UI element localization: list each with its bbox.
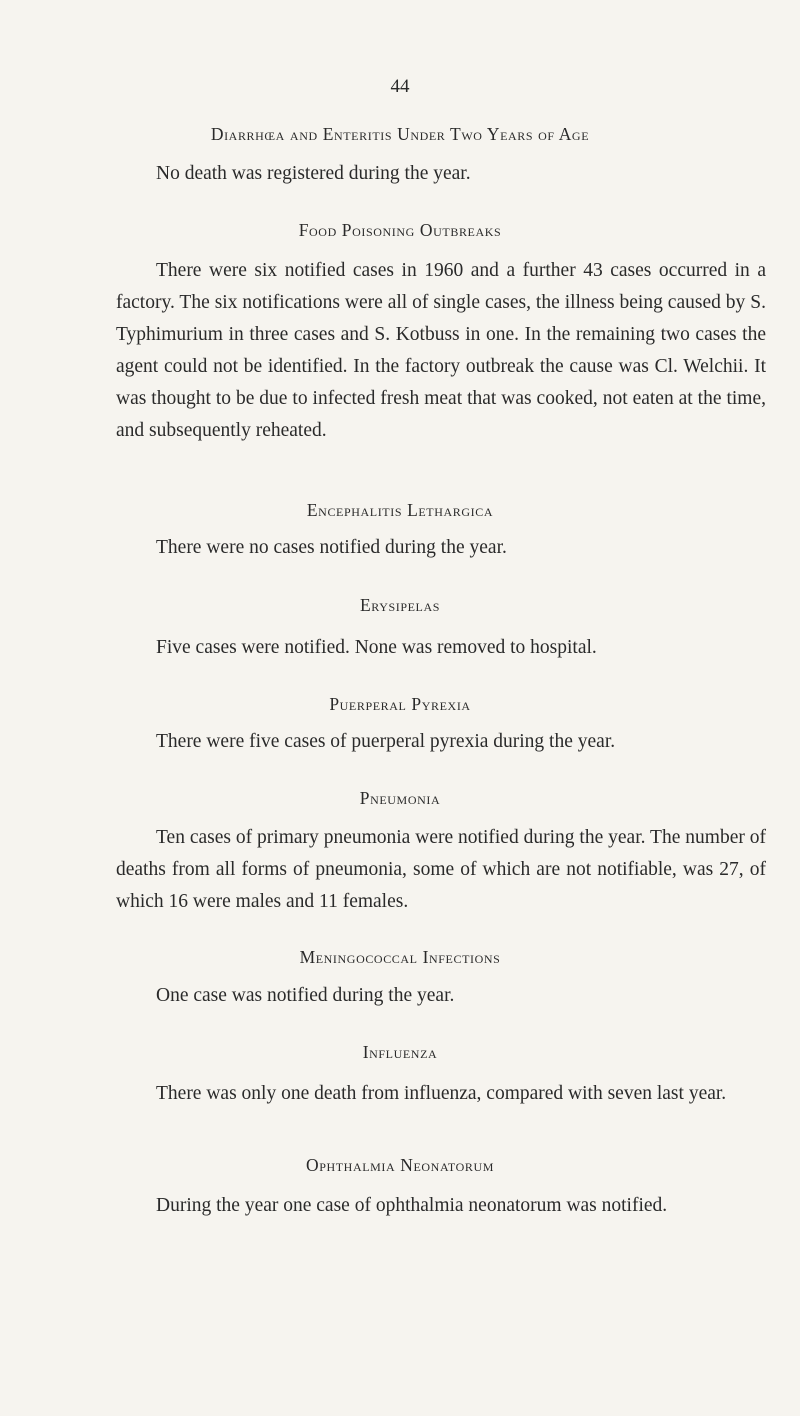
heading-encephalitis-lethargica: Encephalitis Lethargica bbox=[306, 500, 494, 520]
paragraph-ophthalmia-neonatorum: During the year one case of ophthalmia neonatorum was notified. bbox=[156, 1195, 668, 1216]
page-number: 44 bbox=[390, 76, 410, 97]
heading-influenza: Influenza bbox=[362, 1042, 438, 1062]
paragraph-influenza: There was only one death from influenza, compared with seven last year. bbox=[156, 1083, 727, 1104]
paragraph-meningococcal-infections: One case was notified during the year. bbox=[156, 985, 455, 1006]
heading-erysipelas: Erysipelas bbox=[359, 595, 441, 615]
paragraph-encephalitis-lethargica: There were no cases notified during the year. bbox=[156, 537, 507, 558]
heading-diarrhoea-enteritis: Diarrhœa and Enteritis Under Two Years of Age bbox=[210, 124, 590, 144]
paragraph-puerperal-pyrexia: There were five cases of puerperal pyrexia during the year. bbox=[156, 731, 616, 752]
heading-meningococcal-infections: Meningococcal Infections bbox=[299, 947, 501, 967]
paragraph-food-poisoning: There were six notified cases in 1960 and a further 43 cases occurred in a factory. The six notifications were all of single cases, the illness being caused by S. Typhimurium in three cases and S. Kotbuss in one. In the remaining two cases the agent could not be identified. In the factory outbreak the cause was Cl. Welchii. It was thought to be due to infected fresh meat that was cooked, not eaten at the time, and subsequently reheated. bbox=[116, 260, 766, 441]
heading-pneumonia: Pneumonia bbox=[359, 788, 441, 808]
paragraph-erysipelas: Five cases were notified. None was removed to hospital. bbox=[156, 637, 597, 658]
heading-food-poisoning: Food Poisoning Outbreaks bbox=[298, 220, 502, 240]
heading-puerperal-pyrexia: Puerperal Pyrexia bbox=[329, 694, 471, 714]
paragraph-pneumonia: Ten cases of primary pneumonia were notified during the year. The number of deaths from all forms of pneumonia, some of which are not notifiable, was 27, of which 16 were males and 11 females. bbox=[116, 827, 766, 912]
heading-ophthalmia-neonatorum: Ophthalmia Neonatorum bbox=[305, 1155, 495, 1175]
paragraph-diarrhoea-enteritis: No death was registered during the year. bbox=[156, 163, 471, 184]
